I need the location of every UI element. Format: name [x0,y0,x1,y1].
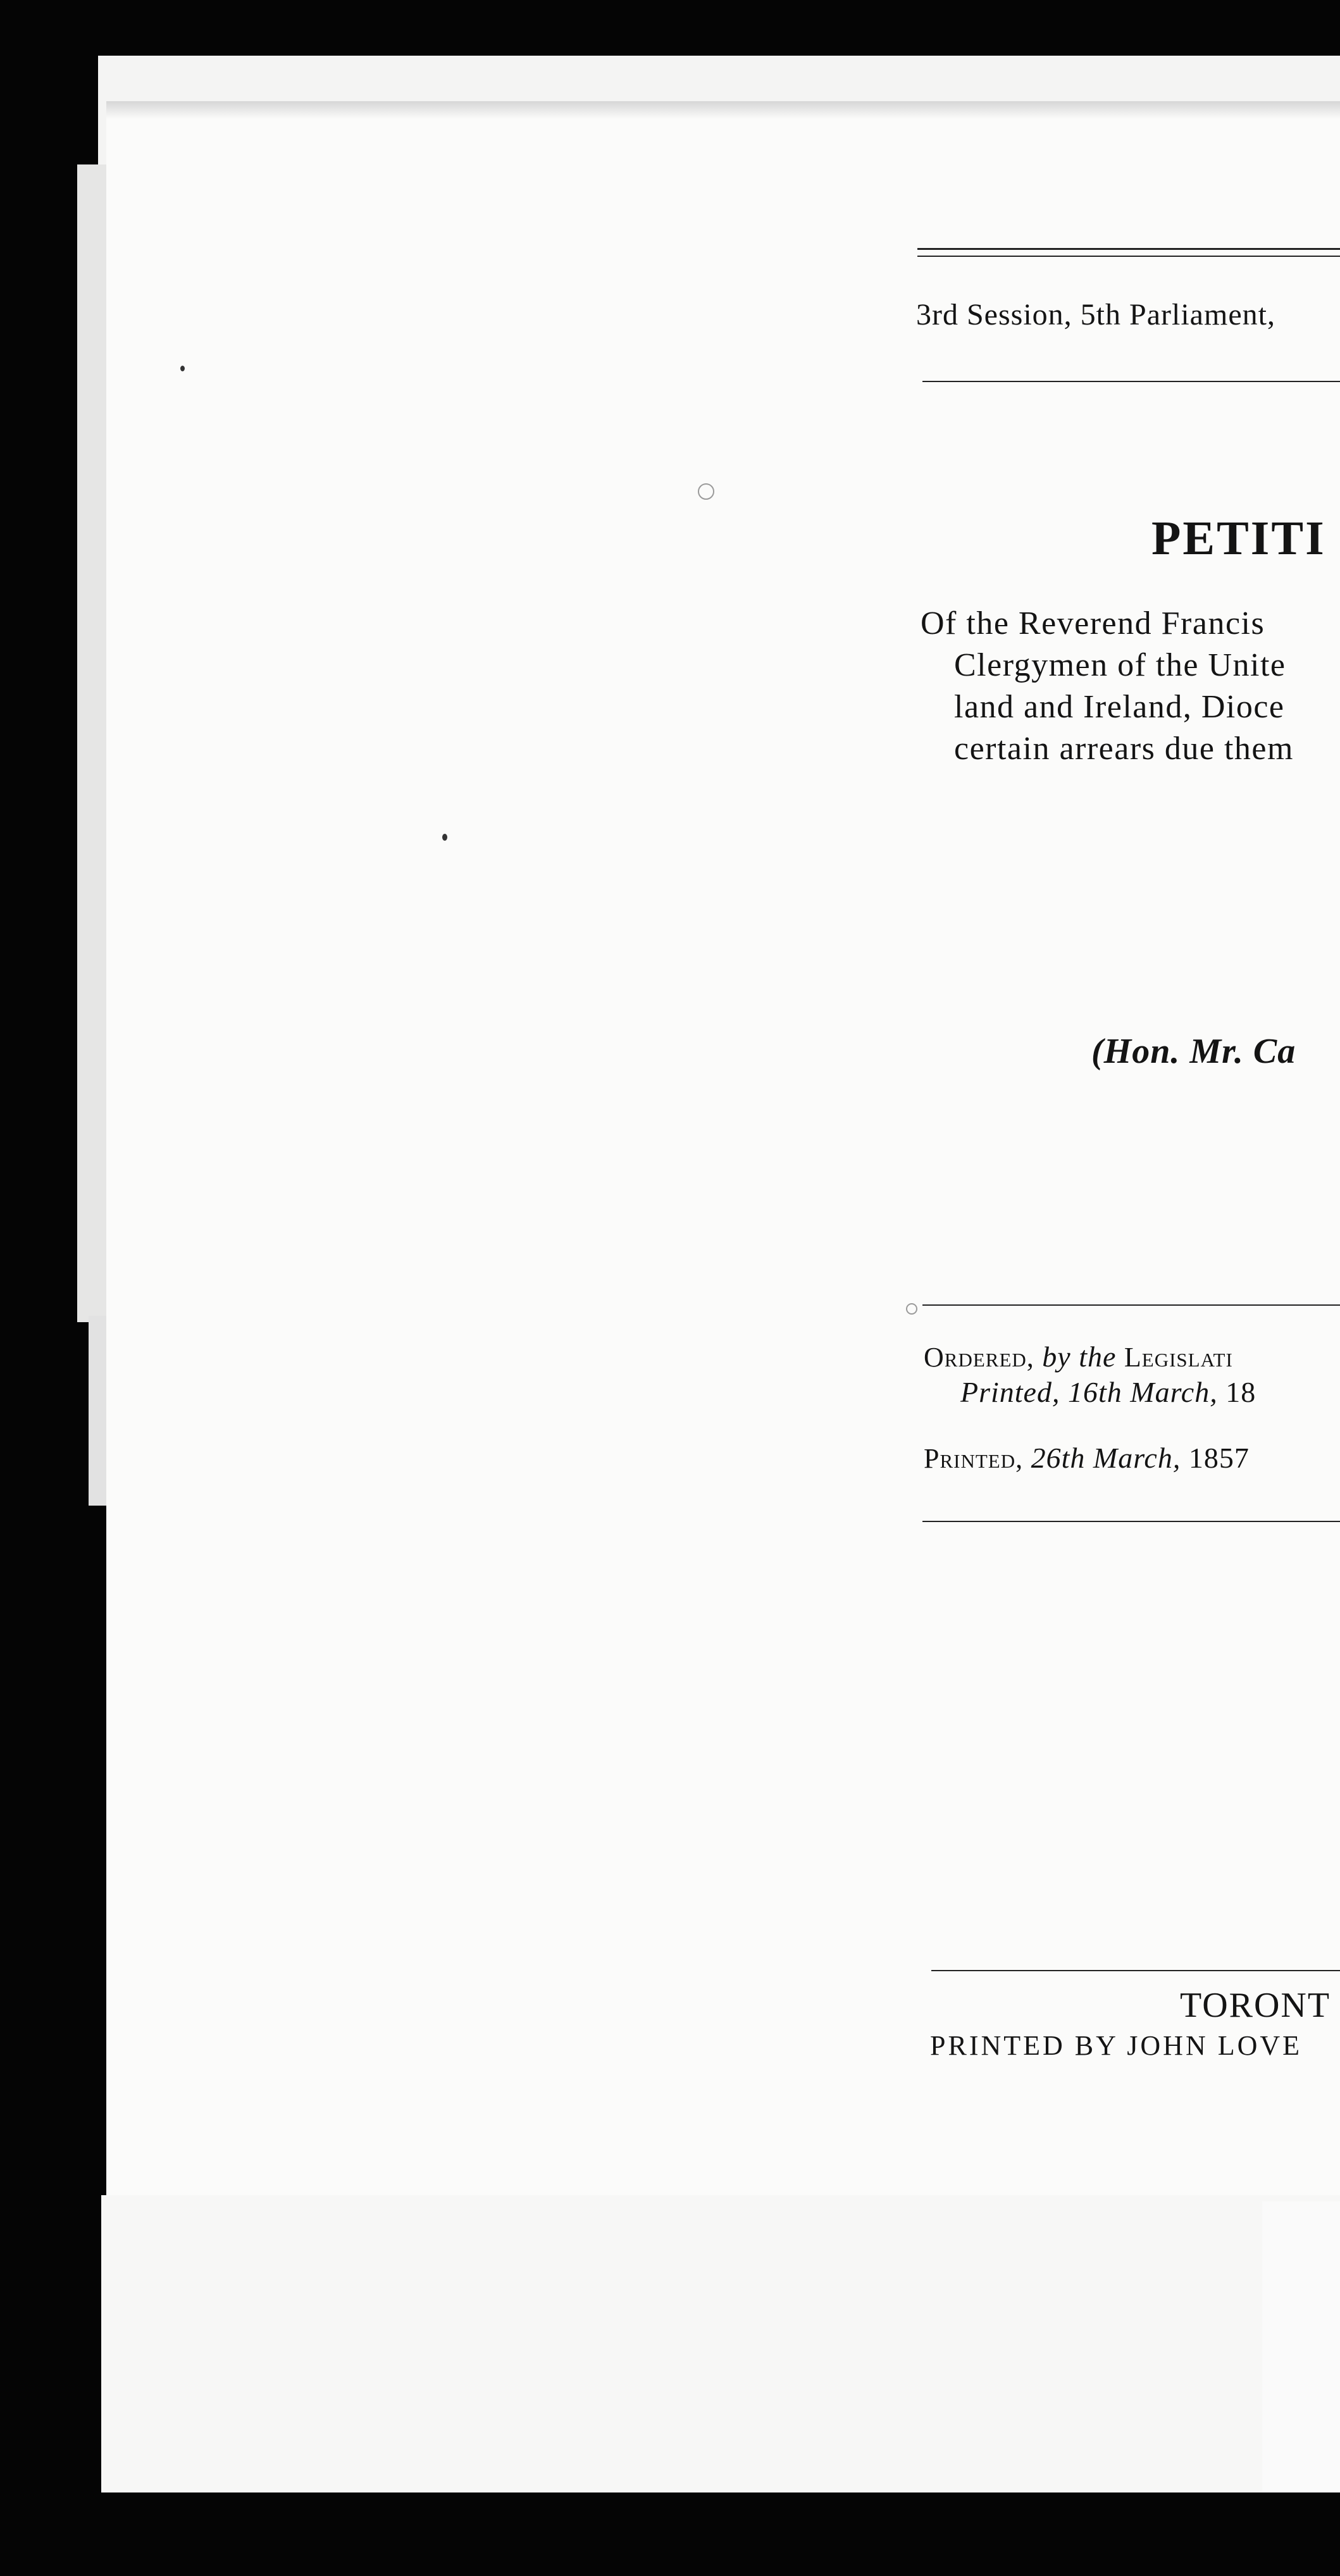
ordered-line [924,1340,1233,1373]
printed-date: 26th March, [1031,1442,1181,1474]
ordered-label: Ordered, [924,1342,1034,1373]
header-rule-bottom [917,256,1340,257]
printed-label: Printed, [924,1443,1024,1474]
ordered-printed-date: 16th March, [1067,1376,1218,1408]
order-rule-top [922,1304,1340,1306]
imprint-printer: PRINTED BY JOHN LOVE [930,2030,1303,2061]
imprint-rule [931,1970,1340,1971]
session-rule [922,381,1340,382]
ordered-printed-label: Printed, [960,1376,1060,1408]
ordered-printed-line [960,1375,1256,1409]
document-page [106,101,1340,2201]
imprint-city: TORONT [1180,1986,1331,2025]
scan-ring-mark [698,483,714,500]
page-top-shadow [106,101,1340,119]
summary-line: land and Ireland, Dioce [954,689,1285,725]
summary-line: Of the Reverend Francis [921,605,1265,641]
page-bottom-fold [101,2195,1340,2492]
printed-line [924,1441,1250,1475]
session-line: 3rd Session, 5th Parliament, [916,298,1275,331]
ordered-legislature: Legislati [1124,1342,1233,1373]
scan-ring-mark [906,1303,917,1315]
presenter-line: (Hon. Mr. Ca [1091,1032,1296,1071]
ordered-printed-year: 18 [1225,1376,1256,1408]
printed-year: 1857 [1188,1442,1250,1474]
page-bottom-corner [1262,2201,1340,2492]
scan-speck [180,366,185,371]
document-title: PETITI [1151,512,1326,565]
summary-line: certain arrears due them [954,731,1294,767]
scan-speck [442,834,447,841]
order-rule-bottom [922,1521,1340,1522]
header-rule-top [917,248,1340,250]
summary-line: Clergymen of the Unite [954,647,1286,683]
ordered-by-the: by the [1042,1341,1117,1373]
